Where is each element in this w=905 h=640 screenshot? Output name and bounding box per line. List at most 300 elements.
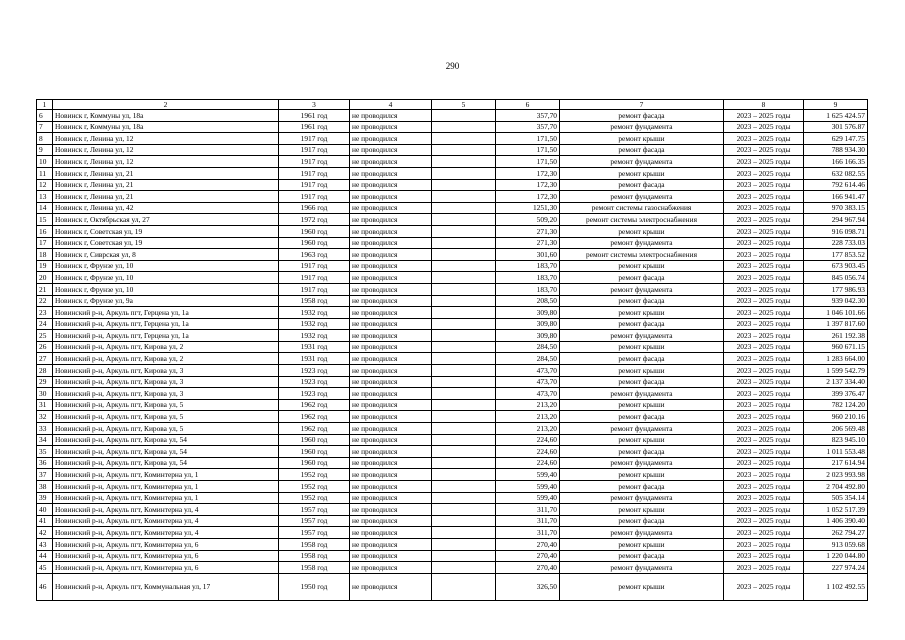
area-cell: 171,50	[496, 156, 560, 168]
last-repair-cell: не проводился	[350, 365, 432, 377]
address-cell: Новинский р-н, Аркуль пгт, Герцена ул, 1а	[53, 307, 279, 319]
work-type-cell: ремонт крыши	[560, 365, 724, 377]
build-year-cell: 1960 год	[279, 237, 350, 249]
table-row	[37, 469, 868, 481]
last-repair-cell: не проводился	[350, 167, 432, 179]
cost-cell: 166 941.47	[804, 191, 868, 203]
empty-cell	[432, 121, 496, 133]
last-repair-cell: не проводился	[350, 330, 432, 342]
table-row	[37, 411, 868, 423]
cost-cell: 632 082.55	[804, 167, 868, 179]
address-cell: Новинск г, Ленина ул, 12	[53, 133, 279, 145]
period-cell: 2023 – 2025 годы	[724, 260, 804, 272]
table-row	[37, 121, 868, 133]
last-repair-cell: не проводился	[350, 202, 432, 214]
area-cell: 271,30	[496, 225, 560, 237]
table-row	[37, 457, 868, 469]
period-cell: 2023 – 2025 годы	[724, 318, 804, 330]
row-number-cell: 9	[37, 144, 53, 156]
address-cell: Новинск г, Фрунзе ул, 10	[53, 260, 279, 272]
build-year-cell: 1958 год	[279, 562, 350, 574]
table-row	[37, 399, 868, 411]
row-number-cell: 18	[37, 249, 53, 261]
empty-cell	[432, 202, 496, 214]
row-number-cell: 35	[37, 446, 53, 458]
empty-cell	[432, 365, 496, 377]
row-number-cell: 13	[37, 191, 53, 203]
address-cell: Новинск г, Советская ул, 19	[53, 225, 279, 237]
column-number: 1	[37, 100, 53, 110]
cost-cell: 1 102 492.55	[804, 573, 868, 600]
work-type-cell: ремонт фундамента	[560, 492, 724, 504]
cost-cell: 1 046 101.66	[804, 307, 868, 319]
column-number: 4	[350, 100, 432, 110]
work-type-cell: ремонт крыши	[560, 434, 724, 446]
empty-cell	[432, 481, 496, 493]
build-year-cell: 1917 год	[279, 179, 350, 191]
address-cell: Новинский р-н, Аркуль пгт, Кирова ул, 3	[53, 376, 279, 388]
build-year-cell: 1960 год	[279, 446, 350, 458]
build-year-cell: 1931 год	[279, 353, 350, 365]
cost-cell: 1 397 817.60	[804, 318, 868, 330]
last-repair-cell: не проводился	[350, 283, 432, 295]
address-cell: Новинский р-н, Аркуль пгт, Коминтерна ул, 1	[53, 469, 279, 481]
work-type-cell: ремонт фундамента	[560, 283, 724, 295]
row-number-cell: 44	[37, 550, 53, 562]
table-row	[37, 423, 868, 435]
cost-cell: 960 210.16	[804, 411, 868, 423]
build-year-cell: 1917 год	[279, 156, 350, 168]
cost-cell: 2 704 492.80	[804, 481, 868, 493]
area-cell: 171,50	[496, 144, 560, 156]
column-number: 3	[279, 100, 350, 110]
cost-cell: 217 614.94	[804, 457, 868, 469]
address-cell: Новинск г, Коммуны ул, 18а	[53, 110, 279, 122]
table-row	[37, 562, 868, 574]
work-type-cell: ремонт фундамента	[560, 237, 724, 249]
row-number-cell: 42	[37, 527, 53, 539]
row-number-cell: 29	[37, 376, 53, 388]
area-cell: 270,40	[496, 562, 560, 574]
last-repair-cell: не проводился	[350, 573, 432, 600]
column-number: 9	[804, 100, 868, 110]
cost-cell: 206 569.48	[804, 423, 868, 435]
period-cell: 2023 – 2025 годы	[724, 307, 804, 319]
address-cell: Новинский р-н, Аркуль пгт, Коминтерна ул, 4	[53, 504, 279, 516]
table-row	[37, 376, 868, 388]
last-repair-cell: не проводился	[350, 457, 432, 469]
table-row	[37, 156, 868, 168]
address-cell: Новинский р-н, Аркуль пгт, Герцена ул, 1а	[53, 330, 279, 342]
address-cell: Новинский р-н, Аркуль пгт, Коминтерна ул, 6	[53, 562, 279, 574]
row-number-cell: 30	[37, 388, 53, 400]
row-number-cell: 38	[37, 481, 53, 493]
build-year-cell: 1917 год	[279, 283, 350, 295]
empty-cell	[432, 295, 496, 307]
last-repair-cell: не проводился	[350, 376, 432, 388]
row-number-cell: 39	[37, 492, 53, 504]
build-year-cell: 1961 год	[279, 110, 350, 122]
area-cell: 326,50	[496, 573, 560, 600]
work-type-cell: ремонт крыши	[560, 260, 724, 272]
work-type-cell: ремонт фасада	[560, 295, 724, 307]
build-year-cell: 1952 год	[279, 469, 350, 481]
build-year-cell: 1952 год	[279, 481, 350, 493]
last-repair-cell: не проводился	[350, 527, 432, 539]
last-repair-cell: не проводился	[350, 388, 432, 400]
address-cell: Новинский р-н, Аркуль пгт, Кирова ул, 5	[53, 423, 279, 435]
last-repair-cell: не проводился	[350, 446, 432, 458]
build-year-cell: 1917 год	[279, 167, 350, 179]
period-cell: 2023 – 2025 годы	[724, 562, 804, 574]
area-cell: 224,60	[496, 457, 560, 469]
cost-cell: 1 283 664.00	[804, 353, 868, 365]
table-row	[37, 295, 868, 307]
build-year-cell: 1958 год	[279, 295, 350, 307]
cost-cell: 960 671.15	[804, 341, 868, 353]
area-cell: 172,30	[496, 179, 560, 191]
build-year-cell: 1957 год	[279, 515, 350, 527]
period-cell: 2023 – 2025 годы	[724, 272, 804, 284]
build-year-cell: 1960 год	[279, 457, 350, 469]
last-repair-cell: не проводился	[350, 272, 432, 284]
empty-cell	[432, 330, 496, 342]
row-number-cell: 23	[37, 307, 53, 319]
row-number-cell: 45	[37, 562, 53, 574]
area-cell: 599,40	[496, 469, 560, 481]
area-cell: 271,30	[496, 237, 560, 249]
empty-cell	[432, 434, 496, 446]
last-repair-cell: не проводился	[350, 504, 432, 516]
work-type-cell: ремонт фасада	[560, 318, 724, 330]
row-number-cell: 43	[37, 538, 53, 550]
empty-cell	[432, 550, 496, 562]
last-repair-cell: не проводился	[350, 562, 432, 574]
work-type-cell: ремонт фасада	[560, 144, 724, 156]
address-cell: Новинский р-н, Аркуль пгт, Кирова ул, 5	[53, 399, 279, 411]
last-repair-cell: не проводился	[350, 179, 432, 191]
address-cell: Новинский р-н, Аркуль пгт, Коминтерна ул, 4	[53, 527, 279, 539]
cost-cell: 970 383.15	[804, 202, 868, 214]
cost-cell: 301 576.87	[804, 121, 868, 133]
build-year-cell: 1961 год	[279, 121, 350, 133]
work-type-cell: ремонт фундамента	[560, 527, 724, 539]
cost-cell: 939 042.30	[804, 295, 868, 307]
work-type-cell: ремонт крыши	[560, 538, 724, 550]
build-year-cell: 1917 год	[279, 260, 350, 272]
table-row	[37, 538, 868, 550]
row-number-cell: 16	[37, 225, 53, 237]
empty-cell	[432, 307, 496, 319]
cost-cell: 399 376.47	[804, 388, 868, 400]
last-repair-cell: не проводился	[350, 214, 432, 226]
column-number: 5	[432, 100, 496, 110]
work-type-cell: ремонт крыши	[560, 225, 724, 237]
empty-cell	[432, 388, 496, 400]
build-year-cell: 1966 год	[279, 202, 350, 214]
table-row	[37, 191, 868, 203]
area-cell: 357,70	[496, 121, 560, 133]
row-number-cell: 41	[37, 515, 53, 527]
area-cell: 183,70	[496, 272, 560, 284]
empty-cell	[432, 237, 496, 249]
empty-cell	[432, 376, 496, 388]
build-year-cell: 1957 год	[279, 527, 350, 539]
period-cell: 2023 – 2025 годы	[724, 191, 804, 203]
address-cell: Новинский р-н, Аркуль пгт, Коминтерна ул, 1	[53, 481, 279, 493]
table-row	[37, 504, 868, 516]
table-row	[37, 573, 868, 600]
last-repair-cell: не проводился	[350, 434, 432, 446]
empty-cell	[432, 527, 496, 539]
period-cell: 2023 – 2025 годы	[724, 573, 804, 600]
area-cell: 183,70	[496, 283, 560, 295]
empty-cell	[432, 144, 496, 156]
column-number-row	[37, 100, 868, 110]
build-year-cell: 1923 год	[279, 376, 350, 388]
registry-table	[36, 99, 868, 601]
row-number-cell: 33	[37, 423, 53, 435]
build-year-cell: 1923 год	[279, 365, 350, 377]
empty-cell	[432, 457, 496, 469]
period-cell: 2023 – 2025 годы	[724, 411, 804, 423]
address-cell: Новинск г, Ленина ул, 21	[53, 179, 279, 191]
address-cell: Новинск г, Фрунзе ул, 10	[53, 283, 279, 295]
cost-cell: 228 733.03	[804, 237, 868, 249]
empty-cell	[432, 515, 496, 527]
address-cell: Новинский р-н, Аркуль пгт, Кирова ул, 3	[53, 365, 279, 377]
empty-cell	[432, 225, 496, 237]
table-row	[37, 260, 868, 272]
area-cell: 183,70	[496, 260, 560, 272]
table-row	[37, 307, 868, 319]
work-type-cell: ремонт фундамента	[560, 457, 724, 469]
row-number-cell: 12	[37, 179, 53, 191]
period-cell: 2023 – 2025 годы	[724, 504, 804, 516]
row-number-cell: 37	[37, 469, 53, 481]
build-year-cell: 1962 год	[279, 411, 350, 423]
empty-cell	[432, 167, 496, 179]
table-row	[37, 388, 868, 400]
row-number-cell: 27	[37, 353, 53, 365]
build-year-cell: 1962 год	[279, 423, 350, 435]
table-row	[37, 272, 868, 284]
row-number-cell: 20	[37, 272, 53, 284]
work-type-cell: ремонт фасада	[560, 515, 724, 527]
area-cell: 284,50	[496, 341, 560, 353]
area-cell: 309,80	[496, 307, 560, 319]
work-type-cell: ремонт фасада	[560, 411, 724, 423]
row-number-cell: 46	[37, 573, 53, 600]
row-number-cell: 10	[37, 156, 53, 168]
period-cell: 2023 – 2025 годы	[724, 156, 804, 168]
build-year-cell: 1960 год	[279, 225, 350, 237]
area-cell: 473,70	[496, 376, 560, 388]
last-repair-cell: не проводился	[350, 515, 432, 527]
row-number-cell: 40	[37, 504, 53, 516]
area-cell: 311,70	[496, 527, 560, 539]
address-cell: Новинск г, Ленина ул, 12	[53, 156, 279, 168]
table-row	[37, 202, 868, 214]
area-cell: 309,80	[496, 330, 560, 342]
row-number-cell: 22	[37, 295, 53, 307]
address-cell: Новинский р-н, Аркуль пгт, Коминтерна ул, 6	[53, 538, 279, 550]
table-body	[37, 100, 868, 601]
address-cell: Новинский р-н, Аркуль пгт, Коминтерна ул, 1	[53, 492, 279, 504]
table-row	[37, 249, 868, 261]
address-cell: Новинск г, Ленина ул, 21	[53, 167, 279, 179]
area-cell: 213,20	[496, 411, 560, 423]
row-number-cell: 21	[37, 283, 53, 295]
build-year-cell: 1917 год	[279, 144, 350, 156]
last-repair-cell: не проводился	[350, 550, 432, 562]
empty-cell	[432, 492, 496, 504]
last-repair-cell: не проводился	[350, 399, 432, 411]
address-cell: Новинский р-н, Аркуль пгт, Коминтерна ул, 4	[53, 515, 279, 527]
cost-cell: 629 147.75	[804, 133, 868, 145]
last-repair-cell: не проводился	[350, 341, 432, 353]
table-row	[37, 225, 868, 237]
row-number-cell: 14	[37, 202, 53, 214]
work-type-cell: ремонт фундамента	[560, 423, 724, 435]
column-number: 6	[496, 100, 560, 110]
row-number-cell: 8	[37, 133, 53, 145]
table-row	[37, 144, 868, 156]
period-cell: 2023 – 2025 годы	[724, 457, 804, 469]
address-cell: Новинск г, Сиврская ул, 8	[53, 249, 279, 261]
cost-cell: 227 974.24	[804, 562, 868, 574]
build-year-cell: 1932 год	[279, 307, 350, 319]
empty-cell	[432, 133, 496, 145]
address-cell: Новинск г, Ленина ул, 21	[53, 191, 279, 203]
build-year-cell: 1958 год	[279, 538, 350, 550]
address-cell: Новинский р-н, Аркуль пгт, Кирова ул, 2	[53, 341, 279, 353]
address-cell: Новинский р-н, Аркуль пгт, Кирова ул, 5	[53, 411, 279, 423]
period-cell: 2023 – 2025 годы	[724, 515, 804, 527]
cost-cell: 1 406 390.40	[804, 515, 868, 527]
row-number-cell: 15	[37, 214, 53, 226]
table-row	[37, 110, 868, 122]
address-cell: Новинский р-н, Аркуль пгт, Коммунальная ул, 17	[53, 573, 279, 600]
build-year-cell: 1952 год	[279, 492, 350, 504]
build-year-cell: 1962 год	[279, 399, 350, 411]
period-cell: 2023 – 2025 годы	[724, 399, 804, 411]
period-cell: 2023 – 2025 годы	[724, 237, 804, 249]
last-repair-cell: не проводился	[350, 121, 432, 133]
work-type-cell: ремонт фасада	[560, 272, 724, 284]
cost-cell: 788 934.30	[804, 144, 868, 156]
build-year-cell: 1917 год	[279, 191, 350, 203]
area-cell: 311,70	[496, 504, 560, 516]
work-type-cell: ремонт крыши	[560, 504, 724, 516]
empty-cell	[432, 318, 496, 330]
area-cell: 224,60	[496, 434, 560, 446]
address-cell: Новинск г, Ленина ул, 12	[53, 144, 279, 156]
build-year-cell: 1932 год	[279, 318, 350, 330]
last-repair-cell: не проводился	[350, 538, 432, 550]
work-type-cell: ремонт фундамента	[560, 191, 724, 203]
cost-cell: 177 986.93	[804, 283, 868, 295]
work-type-cell: ремонт системы электроснабжения	[560, 214, 724, 226]
area-cell: 309,80	[496, 318, 560, 330]
table-row	[37, 446, 868, 458]
table-row	[37, 365, 868, 377]
row-number-cell: 11	[37, 167, 53, 179]
area-cell: 270,40	[496, 538, 560, 550]
column-number: 7	[560, 100, 724, 110]
area-cell: 599,40	[496, 481, 560, 493]
empty-cell	[432, 353, 496, 365]
empty-cell	[432, 110, 496, 122]
period-cell: 2023 – 2025 годы	[724, 446, 804, 458]
work-type-cell: ремонт фасада	[560, 481, 724, 493]
last-repair-cell: не проводился	[350, 307, 432, 319]
period-cell: 2023 – 2025 годы	[724, 167, 804, 179]
cost-cell: 845 056.74	[804, 272, 868, 284]
table-row	[37, 318, 868, 330]
area-cell: 311,70	[496, 515, 560, 527]
period-cell: 2023 – 2025 годы	[724, 202, 804, 214]
empty-cell	[432, 411, 496, 423]
table-row	[37, 330, 868, 342]
address-cell: Новинск г, Советская ул, 19	[53, 237, 279, 249]
last-repair-cell: не проводился	[350, 469, 432, 481]
cost-cell: 166 166.35	[804, 156, 868, 168]
build-year-cell: 1950 год	[279, 573, 350, 600]
period-cell: 2023 – 2025 годы	[724, 434, 804, 446]
empty-cell	[432, 341, 496, 353]
build-year-cell: 1931 год	[279, 341, 350, 353]
period-cell: 2023 – 2025 годы	[724, 469, 804, 481]
address-cell: Новинский р-н, Аркуль пгт, Коминтерна ул, 6	[53, 550, 279, 562]
empty-cell	[432, 283, 496, 295]
cost-cell: 1 220 044.80	[804, 550, 868, 562]
empty-cell	[432, 469, 496, 481]
period-cell: 2023 – 2025 годы	[724, 225, 804, 237]
area-cell: 599,40	[496, 492, 560, 504]
empty-cell	[432, 272, 496, 284]
row-number-cell: 17	[37, 237, 53, 249]
last-repair-cell: не проводился	[350, 353, 432, 365]
cost-cell: 916 098.71	[804, 225, 868, 237]
row-number-cell: 32	[37, 411, 53, 423]
last-repair-cell: не проводился	[350, 225, 432, 237]
area-cell: 301,60	[496, 249, 560, 261]
address-cell: Новинский р-н, Аркуль пгт, Кирова ул, 54	[53, 446, 279, 458]
address-cell: Новинский р-н, Аркуль пгт, Герцена ул, 1а	[53, 318, 279, 330]
last-repair-cell: не проводился	[350, 144, 432, 156]
area-cell: 473,70	[496, 365, 560, 377]
work-type-cell: ремонт фундамента	[560, 388, 724, 400]
table-row	[37, 214, 868, 226]
work-type-cell: ремонт фасада	[560, 446, 724, 458]
row-number-cell: 7	[37, 121, 53, 133]
area-cell: 224,60	[496, 446, 560, 458]
period-cell: 2023 – 2025 годы	[724, 341, 804, 353]
period-cell: 2023 – 2025 годы	[724, 365, 804, 377]
cost-cell: 1 052 517.39	[804, 504, 868, 516]
address-cell: Новинск г, Коммуны ул, 18а	[53, 121, 279, 133]
build-year-cell: 1958 год	[279, 550, 350, 562]
build-year-cell: 1963 год	[279, 249, 350, 261]
table-row	[37, 237, 868, 249]
period-cell: 2023 – 2025 годы	[724, 144, 804, 156]
empty-cell	[432, 191, 496, 203]
empty-cell	[432, 504, 496, 516]
period-cell: 2023 – 2025 годы	[724, 179, 804, 191]
cost-cell: 1 625 424.57	[804, 110, 868, 122]
cost-cell: 792 614.46	[804, 179, 868, 191]
